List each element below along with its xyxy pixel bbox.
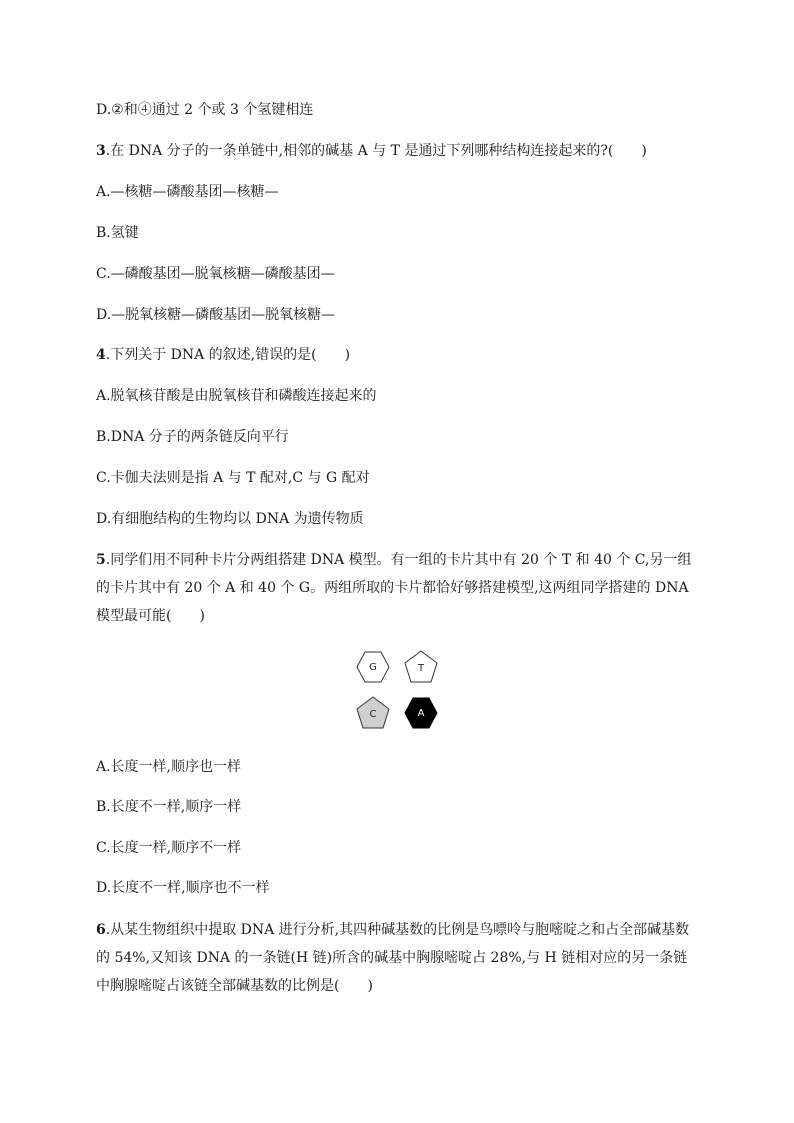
pentagon-c-card bbox=[356, 696, 390, 730]
g-label: G bbox=[369, 661, 377, 673]
q3-stem bbox=[96, 141, 647, 161]
t-label: T bbox=[417, 663, 425, 674]
q4-number: 4 bbox=[96, 347, 106, 363]
a-label: A bbox=[417, 707, 425, 719]
q2-option-d: D.②和④通过 2 个或 3 个氢键相连 bbox=[96, 102, 314, 118]
q5-number: 5 bbox=[96, 552, 106, 568]
q3-option-b: B.氢键 bbox=[96, 225, 139, 241]
pentagon-t-card bbox=[404, 650, 438, 684]
q3-option-a: A.—核糖—磷酸基团—核糖— bbox=[96, 184, 279, 200]
q5-stem-text: .同学们用不同种卡片分两组搭建 DNA 模型。有一组的卡片其中有 20 个 T 和 40 个 C,另一组的卡片其中有 20 个 A 和 40 个 G。两组所取的卡片都恰好够搭建模型,这两组同学搭建的 DNA 模型最可能( ) bbox=[96, 552, 692, 624]
q6-number: 6 bbox=[96, 922, 106, 938]
q3-number: 3 bbox=[96, 143, 106, 159]
q5-stem bbox=[96, 546, 700, 630]
q3-stem-text: .在 DNA 分子的一条单链中,相邻的碱基 A 与 T 是通过下列哪种结构连接起来的?( ) bbox=[105, 143, 647, 159]
hexagon-a-card bbox=[404, 696, 438, 730]
q6-stem bbox=[96, 916, 700, 1000]
hexagon-g-card bbox=[356, 650, 390, 684]
base-card-figure bbox=[356, 650, 440, 734]
q5-option-c: C.长度一样,顺序不一样 bbox=[96, 840, 242, 856]
q4-option-c: C.卡伽夫法则是指 A 与 T 配对,C 与 G 配对 bbox=[96, 470, 370, 486]
q6-stem-text: .从某生物组织中提取 DNA 进行分析,其四种碱基数的比例是鸟嘌呤与胞嘧啶之和占全部碱基数的 54%,又知该 DNA 的一条链(H 链)所含的碱基中胸腺嘧啶占 28%,与 H 链相对应的另一条链中胸腺嘧啶占该链全部碱基数的比例是( ) bbox=[96, 922, 690, 994]
q5-option-a: A.长度一样,顺序也一样 bbox=[96, 759, 242, 775]
q4-option-a: A.脱氧核苷酸是由脱氧核苷和磷酸连接起来的 bbox=[96, 388, 377, 404]
q4-option-d: D.有细胞结构的生物均以 DNA 为遗传物质 bbox=[96, 511, 364, 527]
q4-stem-text: .下列关于 DNA 的叙述,错误的是( ) bbox=[105, 347, 351, 363]
q3-option-d: D.—脱氧核糖—磷酸基团—脱氧核糖— bbox=[96, 307, 336, 323]
q5-option-b: B.长度不一样,顺序一样 bbox=[96, 799, 242, 815]
q4-option-b: B.DNA 分子的两条链反向平行 bbox=[96, 429, 289, 445]
q3-option-c: C.—磷酸基团—脱氧核糖—磷酸基团— bbox=[96, 266, 335, 282]
c-label: C bbox=[369, 709, 377, 720]
q5-option-d: D.长度不一样,顺序也不一样 bbox=[96, 880, 270, 896]
q4-stem bbox=[96, 345, 350, 365]
